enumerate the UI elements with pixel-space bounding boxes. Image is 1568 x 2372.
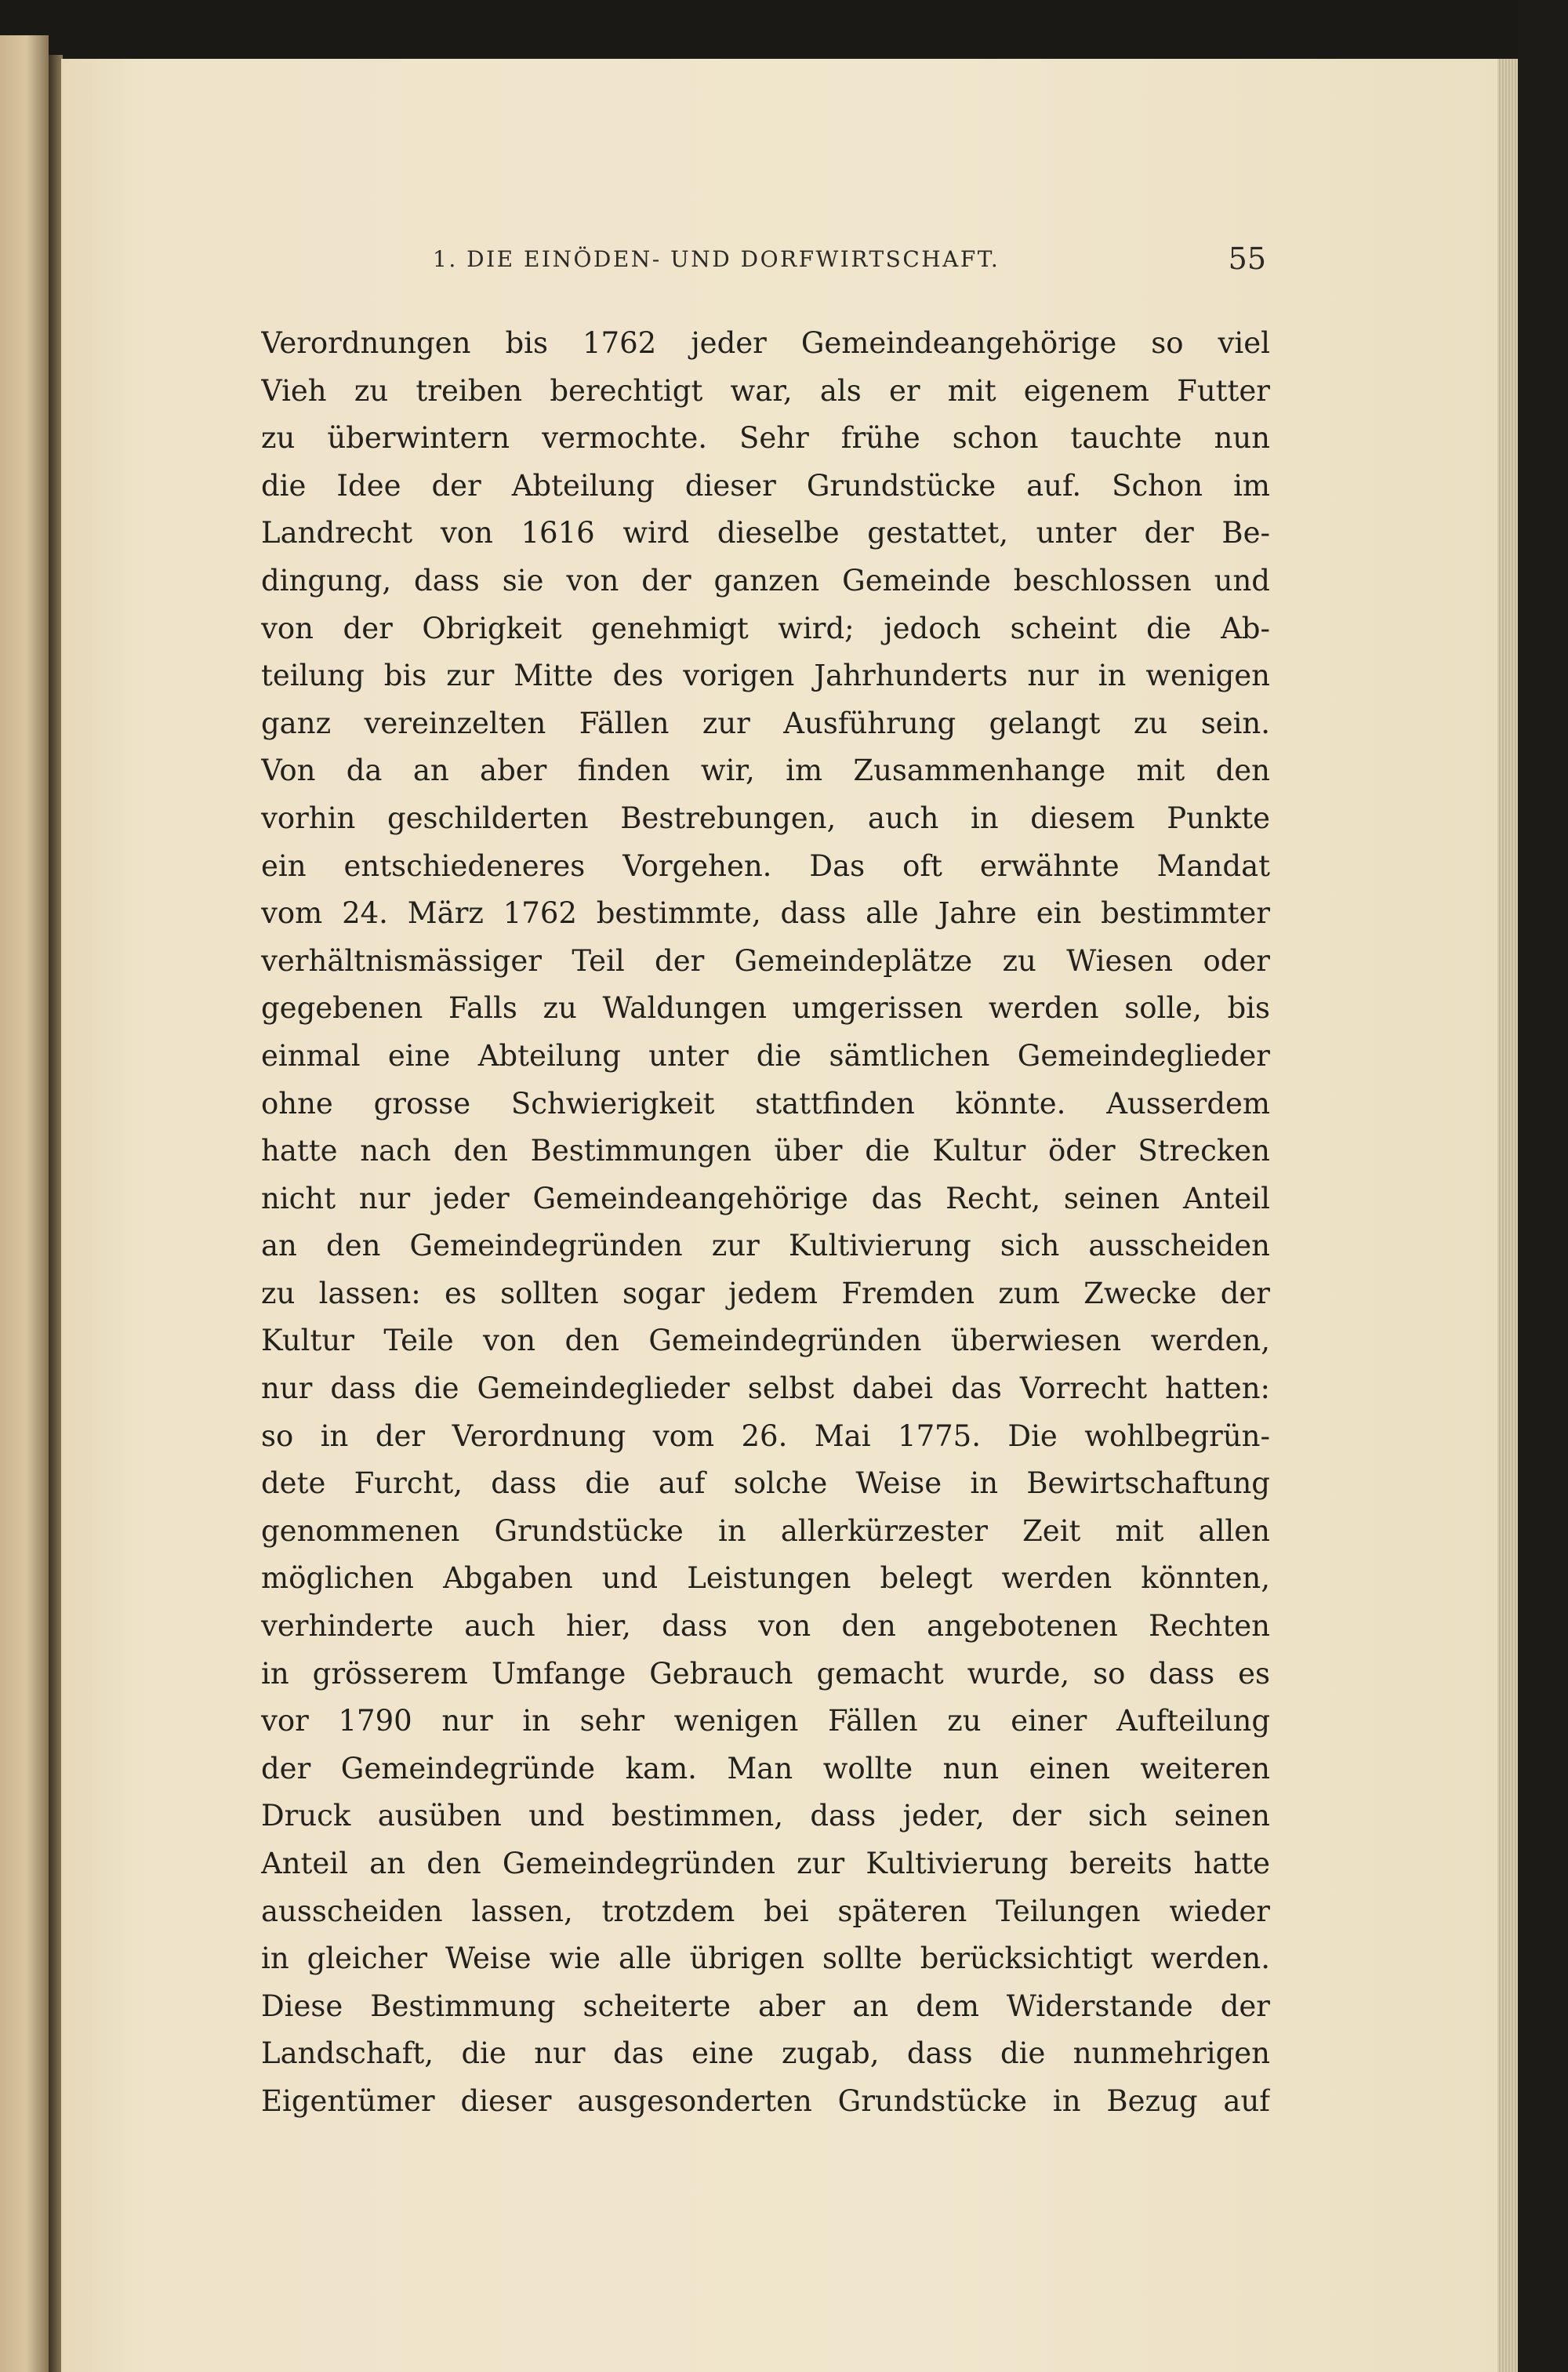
text-line: Vieh zu treiben berechtigt war, als er mit eigenem Futter xyxy=(261,373,1270,408)
page-edge-stack xyxy=(1497,59,1518,2372)
text-line: Druck ausüben und bestimmen, dass jeder, der sich seinen xyxy=(261,1799,1270,1833)
text-line: an den Gemeindegründen zur Kultivierung sich ausscheiden xyxy=(261,1229,1270,1263)
text-line: Diese Bestimmung scheiterte aber an dem Widerstande der xyxy=(261,1989,1270,2023)
text-line: so in der Verordnung vom 26. Mai 1775. Die wohlbegrün- xyxy=(261,1418,1270,1453)
text-line: Kultur Teile von den Gemeindegründen überwiesen werden, xyxy=(261,1324,1270,1358)
facing-page-edge xyxy=(0,35,49,2372)
text-line: teilung bis zur Mitte des vorigen Jahrhunderts nur in wenigen xyxy=(261,659,1270,693)
text-line: dingung, dass sie von der ganzen Gemeinde beschlossen und xyxy=(261,563,1270,598)
running-head xyxy=(259,242,1266,281)
body-text xyxy=(261,320,1270,2126)
text-line: Eigentümer dieser ausgesonderten Grundstücke in Bezug auf xyxy=(261,2083,1270,2118)
text-line: in grösserem Umfange Gebrauch gemacht wurde, so dass es xyxy=(261,1656,1270,1691)
text-line: genommenen Grundstücke in allerkürzester Zeit mit allen xyxy=(261,1513,1270,1548)
text-line: Anteil an den Gemeindegründen zur Kultivierung bereits hatte xyxy=(261,1847,1270,1880)
text-line: möglichen Abgaben und Leistungen belegt werden könnten, xyxy=(261,1561,1270,1596)
text-line: Landschaft, die nur das eine zugab, dass die nunmehrigen xyxy=(261,2036,1270,2071)
text-line: Landrecht von 1616 wird dieselbe gestattet, unter der Be- xyxy=(261,516,1270,550)
scan-background xyxy=(1518,0,1568,2372)
text-line: ein entschiedeneres Vorgehen. Das oft erwähnte Mandat xyxy=(261,848,1270,883)
text-line: zu lassen: es sollten sogar jedem Fremden zum Zwecke der xyxy=(261,1276,1270,1310)
text-line: verhinderte auch hier, dass von den angebotenen Rechten xyxy=(261,1609,1270,1644)
text-line: Von da an aber finden wir, im Zusammenhange mit den xyxy=(261,754,1270,788)
text-line: die Idee der Abteilung dieser Grundstücke auf. Schon im xyxy=(261,468,1270,503)
text-line: gegebenen Falls zu Waldungen umgerissen werden solle, bis xyxy=(261,991,1270,1026)
text-line: vor 1790 nur in sehr wenigen Fällen zu einer Aufteilung xyxy=(261,1704,1270,1738)
running-head-title: 1. DIE EINÖDEN- UND DORFWIRTSCHAFT. xyxy=(433,246,1000,272)
page-number: 55 xyxy=(1228,242,1266,276)
text-line: ohne grosse Schwierigkeit stattfinden könnte. Ausserdem xyxy=(261,1086,1270,1121)
text-line: nur dass die Gemeindeglieder selbst dabei das Vorrecht hatten: xyxy=(261,1371,1270,1406)
text-line: ganz vereinzelten Fällen zur Ausführung gelangt zu sein. xyxy=(261,706,1270,740)
text-line: der Gemeindegründe kam. Man wollte nun einen weiteren xyxy=(261,1751,1270,1785)
text-line: in gleicher Weise wie alle übrigen sollte berücksichtigt werden. xyxy=(261,1942,1270,1976)
text-line: zu überwintern vermochte. Sehr frühe schon tauchte nun xyxy=(261,421,1270,456)
text-line: ausscheiden lassen, trotzdem bei späteren Teilungen wieder xyxy=(261,1894,1270,1928)
text-line: verhältnismässiger Teil der Gemeindeplätze zu Wiesen oder xyxy=(261,943,1270,978)
text-line: Verordnungen bis 1762 jeder Gemeindeangehörige so viel xyxy=(261,326,1270,360)
text-line: einmal eine Abteilung unter die sämtlichen Gemeindeglieder xyxy=(261,1038,1270,1073)
text-line: dete Furcht, dass die auf solche Weise in Bewirtschaftung xyxy=(261,1466,1270,1501)
text-line: vorhin geschilderten Bestrebungen, auch in diesem Punkte xyxy=(261,801,1270,835)
text-line: von der Obrigkeit genehmigt wird; jedoch scheint die Ab- xyxy=(261,611,1270,645)
text-line: hatte nach den Bestimmungen über die Kultur öder Strecken xyxy=(261,1134,1270,1168)
text-line: nicht nur jeder Gemeindeangehörige das Recht, seinen Anteil xyxy=(261,1181,1270,1215)
text-line: vom 24. März 1762 bestimmte, dass alle Jahre ein bestimmter xyxy=(261,896,1270,931)
